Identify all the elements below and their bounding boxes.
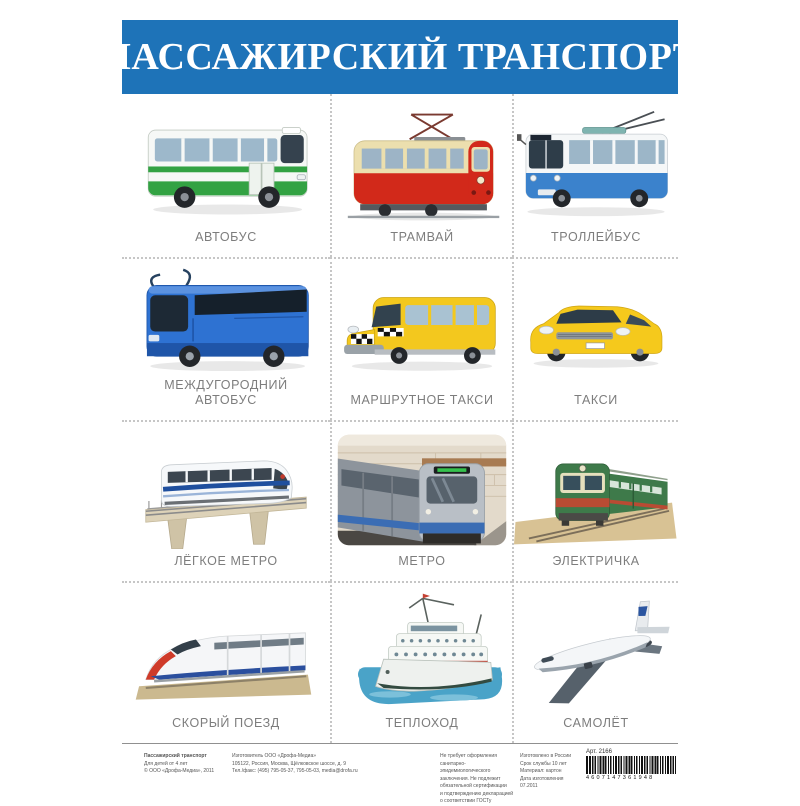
grid-cell-intercity-bus: [122, 257, 330, 420]
grid-cell-tram: [330, 94, 512, 257]
trolleybus-image: [514, 94, 678, 230]
footer-line: © ООО «Дрофа-Медиа», 2011: [144, 768, 215, 774]
article-number: Арт. 2166: [586, 749, 612, 755]
vehicle-caption: СКОРЫЙ ПОЕЗД: [172, 716, 280, 731]
taxi-image: [514, 259, 678, 393]
poster-header: [101, 20, 699, 94]
motor-ship-image: [332, 583, 512, 716]
footer-line: Срок службы 10 лет: [520, 760, 567, 767]
grid-cell-suburban-train: [512, 420, 678, 581]
footer-line: Изготовлено в России: [520, 753, 571, 759]
footer-line: Пассажирский транспорт: [144, 753, 207, 759]
airplane-image: [514, 583, 678, 716]
grid-cell-airplane: [512, 581, 678, 743]
light-metro-image: [122, 422, 330, 554]
vehicle-caption: МЕЖДУГОРОДНИЙ АВТОБУС: [164, 377, 288, 408]
poster-title: ПАССАЖИРСКИЙ ТРАНСПОРТ: [101, 36, 699, 78]
route-taxi-image: [332, 259, 512, 393]
footer-certification-info: [440, 753, 516, 806]
footer-line: Изготовитель ООО «Дрофа-Медиа»: [232, 753, 317, 759]
barcode-block: [586, 749, 676, 781]
footer-publisher-info: [144, 753, 228, 776]
vehicle-caption: ЭЛЕКТРИЧКА: [552, 554, 640, 569]
vehicle-caption: ТЕПЛОХОД: [385, 716, 459, 731]
intercity-bus-image: [122, 259, 330, 378]
grid-cell-express-train: [122, 581, 330, 743]
vehicle-caption: ТРАМВАЙ: [390, 230, 454, 245]
poster-footer: [122, 747, 678, 804]
grid-cell-motor-ship: [330, 581, 512, 743]
vehicle-caption: МАРШРУТНОЕ ТАКСИ: [350, 393, 494, 408]
grid-cell-metro: [330, 420, 512, 581]
footer-manufacturer-info: [232, 753, 422, 776]
vehicle-caption: АВТОБУС: [195, 230, 257, 245]
suburban-train-image: [514, 422, 678, 554]
footer-line: заключения. Не подлежит обязательной сертификации: [440, 775, 507, 789]
vehicle-caption: ТРОЛЛЕЙБУС: [551, 230, 641, 245]
grid-cell-route-taxi: [330, 257, 512, 420]
tram-image: [332, 94, 512, 230]
barcode: [586, 756, 676, 774]
footer-line: Для детей от 4 лет: [144, 760, 188, 767]
footer-line: и подтверждению декларацией о соответствии ГОСТу: [440, 790, 514, 804]
footer-line: Дата изготовления 07.2011: [520, 775, 564, 789]
vehicle-caption: МЕТРО: [398, 554, 446, 569]
barcode-digits: 4607147361948: [586, 775, 655, 781]
vehicle-caption: ТАКСИ: [574, 393, 618, 408]
metro-image: [332, 422, 512, 554]
vehicle-caption: САМОЛЁТ: [563, 716, 629, 731]
transport-grid: [122, 94, 678, 744]
grid-cell-trolleybus: [512, 94, 678, 257]
grid-cell-taxi: [512, 257, 678, 420]
footer-line: Не требует оформления санитарно-эпидемиологического: [440, 753, 497, 774]
footer-line: Материал: картон: [520, 768, 562, 774]
footer-line: Тел./факс: (495) 795-05-37, 795-05-03, media@drofa.ru: [232, 768, 358, 774]
footer-production-info: [520, 753, 582, 791]
city-bus-image: [122, 94, 330, 230]
vehicle-caption: ЛЁГКОЕ МЕТРО: [174, 554, 278, 569]
footer-line: 105122, Россия, Москва, Щёлковское шоссе, д. 9: [232, 760, 347, 767]
express-train-image: [122, 583, 330, 716]
grid-cell-bus: [122, 94, 330, 257]
grid-cell-light-metro: [122, 420, 330, 581]
